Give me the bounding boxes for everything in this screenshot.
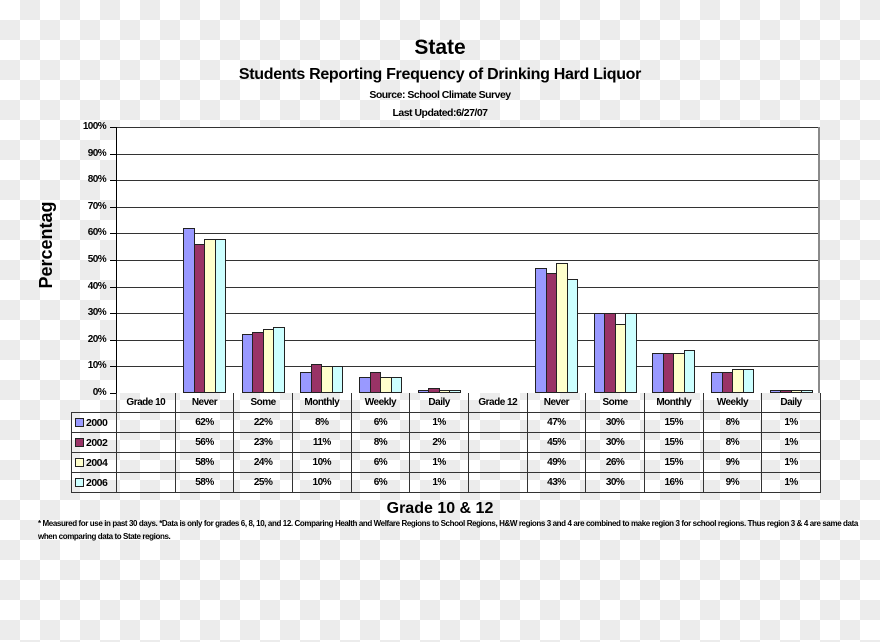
table-column-header: Never [175,393,234,413]
x-axis-title: Grade 10 & 12 [386,500,494,517]
gridline [116,233,818,234]
y-tick-label: 70% [87,200,106,212]
legend-label: 2000 [86,416,108,429]
table-cell: 62% [175,413,234,433]
legend-swatch-icon [75,418,84,427]
table-cell: 1% [762,433,821,453]
table-column-header: Some [234,393,293,413]
table-cell: 10% [292,453,351,473]
gridline [116,207,818,208]
table-column-header: Grade 10 [117,393,176,413]
table-cell: 45% [527,433,586,453]
table-cell: 9% [703,453,762,473]
table-header-row [72,393,821,413]
table-cell: 10% [292,473,351,493]
table-row [72,433,821,453]
table-cell: 11% [292,433,351,453]
table-cell: 23% [234,433,293,453]
y-axis-line [116,127,117,393]
table-cell [117,453,176,473]
table-cell [117,433,176,453]
legend-label: 2004 [86,456,108,469]
y-tick-label: 0% [92,387,106,398]
legend-entry [72,413,117,433]
table-cell: 58% [175,453,234,473]
table-cell: 8% [703,413,762,433]
table-cell: 15% [644,453,703,473]
table-cell: 8% [351,433,410,453]
table-cell: 1% [762,473,821,493]
table-cell: 15% [644,413,703,433]
table-row [72,453,821,473]
legend-swatch-icon [75,478,84,487]
table-cell: 1% [410,453,469,473]
table-cell: 43% [527,473,586,493]
chart-source: Source: School Climate Survey [369,89,511,101]
table-row [72,413,821,433]
table-cell: 58% [175,473,234,493]
legend-swatch-icon [75,458,84,467]
table-column-header: Grade 12 [468,393,527,413]
gridline [116,154,818,155]
y-tick-label: 100% [82,121,106,132]
y-tick-label: 40% [87,280,106,292]
y-tick-label: 30% [87,307,106,319]
table-cell: 1% [410,473,469,493]
footnote: * Measured for use in past 30 days. *Data is only for grades 6, 8, 10, and 12. Comparing Health and Welfare Regions to School Regions, H&W regions 3 and 4 are combined to make region 3 for school regions. Thus region 3 & 4 are same data when comparing data to State regions. [38,519,858,541]
table-cell: 47% [527,413,586,433]
table-column-header: Weekly [703,393,762,413]
table-cell: 30% [586,473,645,493]
table-cell: 6% [351,473,410,493]
table-cell: 6% [351,413,410,433]
bar-2006-some [625,313,637,393]
table-cell: 1% [762,453,821,473]
table-column-header: Monthly [644,393,703,413]
bar-2006-monthly [684,350,696,393]
y-axis-title: Percentag [36,201,56,289]
table-cell: 1% [762,413,821,433]
table-cell: 25% [234,473,293,493]
table-cell: 49% [527,453,586,473]
y-tick-label: 10% [87,360,106,372]
table-cell: 8% [292,413,351,433]
table-cell: 8% [703,433,762,453]
bar-2006-some [273,327,285,394]
legend-entry [72,473,117,493]
table-cell: 22% [234,413,293,433]
table-cell: 24% [234,453,293,473]
plot-area [116,127,820,393]
table-cell: 1% [410,413,469,433]
table-column-header: Monthly [292,393,351,413]
chart-last-updated: Last Updated:6/27/07 [392,107,488,119]
table-column-header: Some [586,393,645,413]
bar-2006-never [215,239,227,393]
table-column-header: Daily [410,393,469,413]
table-cell: 15% [644,433,703,453]
legend-entry [72,433,117,453]
y-tick-label: 50% [87,254,106,265]
table-cell: 30% [586,433,645,453]
table-row [72,473,821,493]
table-cell [468,453,527,473]
table-column-header: Never [527,393,586,413]
table-cell: 30% [586,413,645,433]
table-column-header: Daily [762,393,821,413]
gridline [116,180,818,181]
table-cell [468,473,527,493]
bar-2006-weekly [391,377,403,393]
legend-label: 2002 [86,436,108,449]
table-cell: 16% [644,473,703,493]
bar-2006-weekly [743,369,755,393]
bar-2006-monthly [332,366,344,393]
table-cell: 26% [586,453,645,473]
y-tick-label: 80% [87,174,106,186]
gridline [116,127,818,128]
table-cell: 6% [351,453,410,473]
legend-label: 2006 [86,476,108,489]
data-table [71,393,821,493]
y-tick-label: 20% [87,333,106,345]
table-corner [72,393,117,413]
legend-entry [72,453,117,473]
table-cell [117,473,176,493]
table-cell [117,413,176,433]
table-cell: 2% [410,433,469,453]
chart-title: State [414,36,466,59]
table-cell [468,413,527,433]
table-cell: 56% [175,433,234,453]
table-cell [468,433,527,453]
bar-2006-never [567,279,579,393]
table-column-header: Weekly [351,393,410,413]
y-tick-label: 90% [87,147,106,159]
y-tick-label: 60% [87,227,106,239]
legend-swatch-icon [75,438,84,447]
chart-subtitle: Students Reporting Frequency of Drinking Hard Liquor [238,66,642,83]
table-cell: 9% [703,473,762,493]
